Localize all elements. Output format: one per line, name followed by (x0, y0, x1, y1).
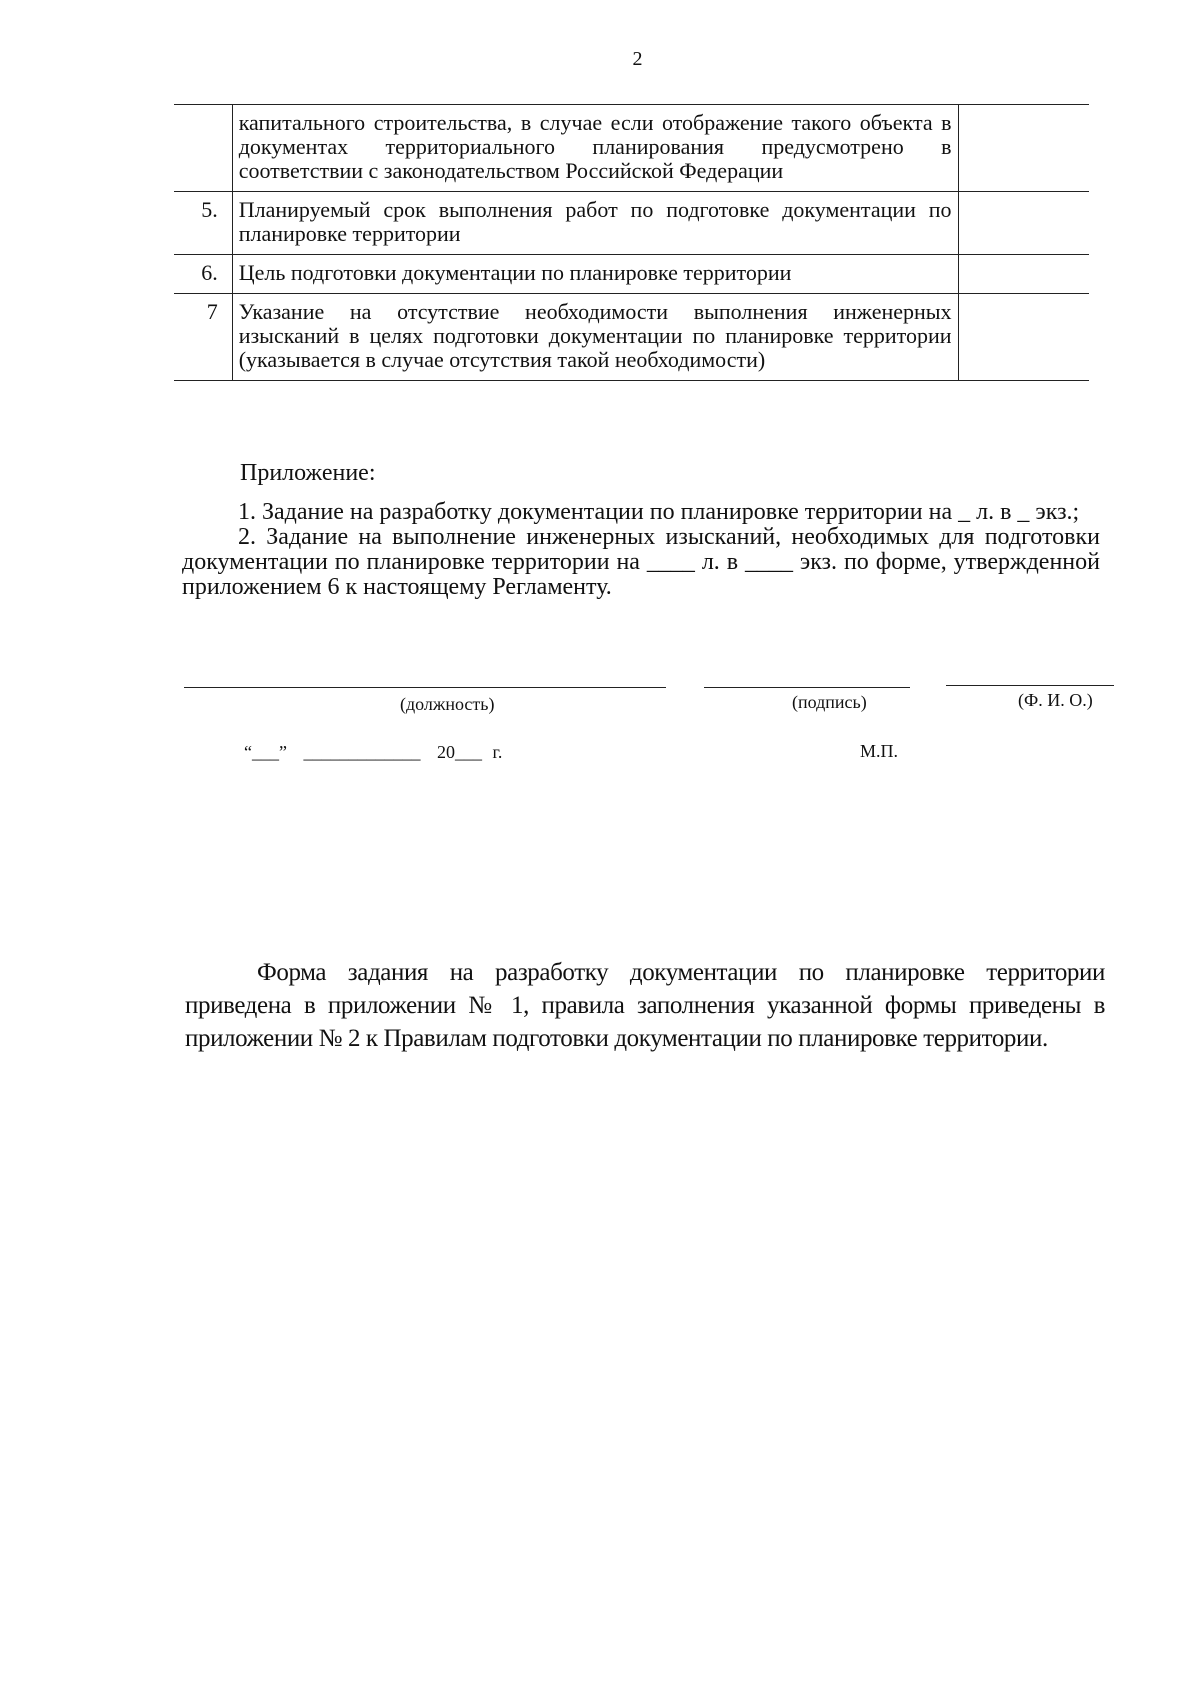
row-number: 6. (174, 255, 232, 294)
row-text: Указание на отсутствие необходимости выполнения инженерных изысканий в целях подготовки документации по планировке территории (указывается в случае отсутствия такой необходимости) (232, 294, 958, 381)
row-number: 7 (174, 294, 232, 381)
row-value (958, 192, 1089, 255)
row-text: капитального строительства, в случае если отображение такого объекта в документах территориального планирования предусмотрено в соответствии с законодательством Российской Федерации (232, 105, 958, 192)
stamp-mark: М.П. (860, 741, 899, 761)
date-field (244, 742, 502, 763)
position-line (184, 687, 666, 688)
appendix-list (182, 500, 1100, 600)
table-row (174, 255, 1089, 294)
date-day-blank: ___ (252, 742, 279, 762)
row-number (174, 105, 232, 192)
name-caption: (Ф. И. О.) (1018, 690, 1093, 710)
name-line (946, 685, 1114, 686)
row-number: 5. (174, 192, 232, 255)
requirements-table (174, 104, 1089, 381)
table-row (174, 105, 1089, 192)
date-year-prefix: 20 (437, 742, 455, 762)
row-text: Цель подготовки документации по планировке территории (232, 255, 958, 294)
appendix-item: 2. Задание на выполнение инженерных изысканий, необходимых для подготовки документации по планировке территории на ____ л. в ____ экз. по форме, утвержденной приложением 6 к настоящему Регламенту. (182, 524, 1100, 600)
date-open-quote: “ (244, 742, 252, 762)
page-number: 2 (632, 48, 643, 70)
table-row (174, 294, 1089, 381)
footer-text: Форма задания на разработку документации по планировке территории приведена в приложении № 1, правила заполнения указанной формы приведены в приложении № 2 к Правилам подготовки документации по планировке территории. (185, 959, 1105, 1052)
table-row (174, 192, 1089, 255)
signature-caption: (подпись) (792, 692, 867, 712)
row-value (958, 105, 1089, 192)
appendix-item: 1. Задание на разработку документации по планировке территории на _ л. в _ экз.; (238, 499, 1080, 525)
row-value (958, 294, 1089, 381)
date-year-blank: ___ (455, 742, 482, 762)
date-year-suffix: г. (492, 742, 503, 762)
row-value (958, 255, 1089, 294)
footer-paragraph (185, 956, 1105, 1055)
position-caption: (должность) (400, 694, 495, 714)
appendix-heading: Приложение: (240, 460, 376, 486)
date-close-quote: ” (279, 742, 287, 762)
date-month-blank: _____________ (303, 742, 421, 762)
row-text: Планируемый срок выполнения работ по подготовке документации по планировке территории (232, 192, 958, 255)
signature-line (704, 687, 910, 688)
